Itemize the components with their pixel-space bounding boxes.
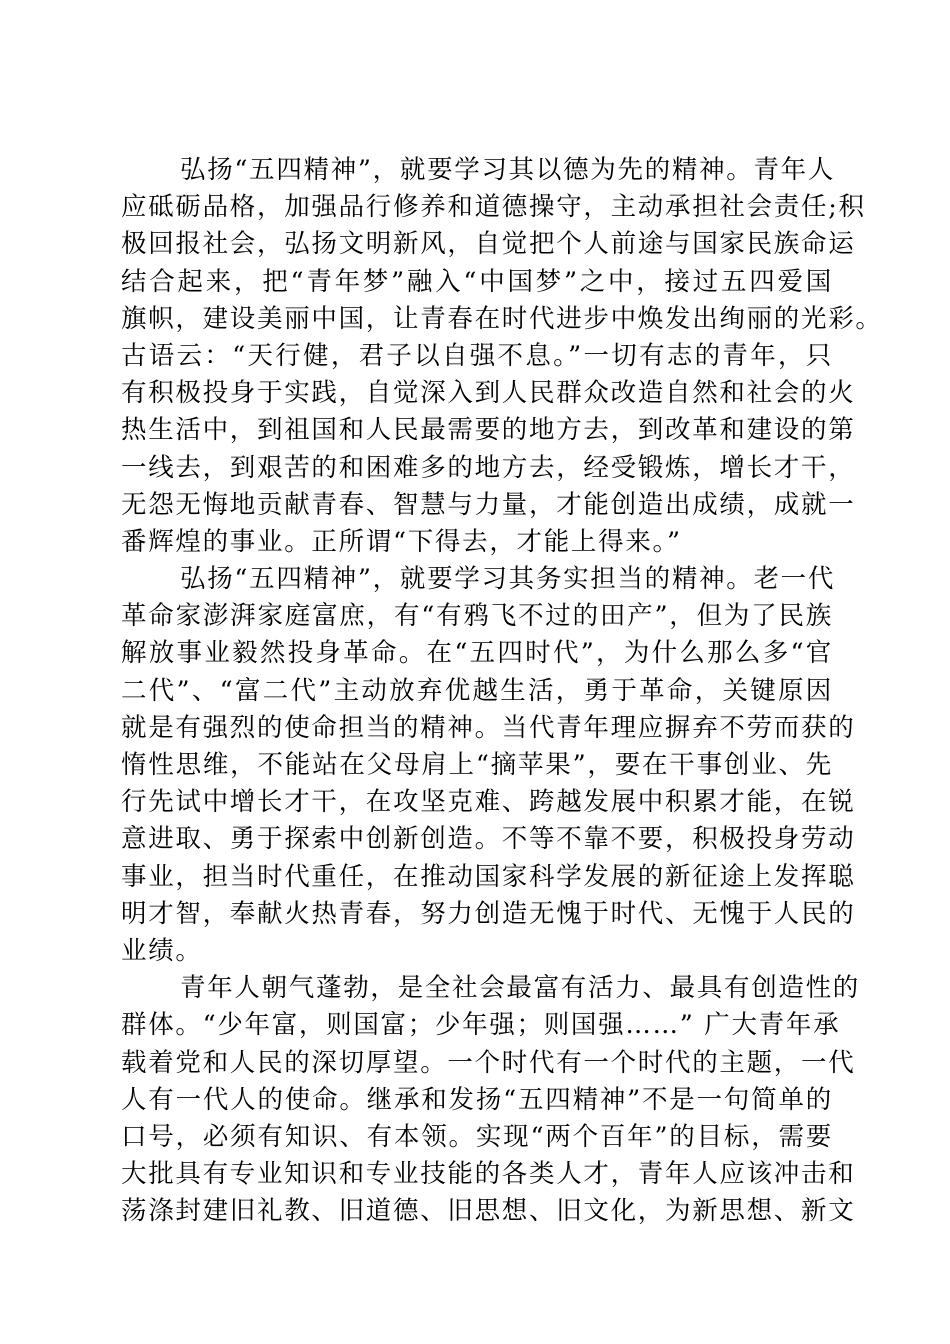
text-line: 惰性思维，不能站在父母肩上“摘苹果”，要在干事创业、先 (121, 750, 833, 780)
text-line: 古语云：“天行健，君子以自强不息。”一切有志的青年，只 (121, 340, 833, 371)
text-line: 人有一代人的使命。继承和发扬“五四精神”不是一句简单的 (121, 1084, 833, 1115)
text-line: 事业，担当时代重任，在推动国家科学发展的新征途上发挥聪 (121, 861, 856, 892)
text-line: 二代”、“富二代”主动放弃优越生活，勇于革命，关键原因 (121, 675, 833, 706)
text-line: 解放事业毅然投身革命。在“五四时代”，为什么那么多“官 (121, 638, 833, 669)
text-line: 热生活中，到祖国和人民最需要的地方去，到改革和建设的第 (121, 415, 856, 446)
paragraph-2 (121, 561, 856, 970)
paragraph-1 (121, 152, 883, 561)
text-line: 就是有强烈的使命担当的精神。当代青年理应摒弃不劳而获的 (121, 712, 856, 743)
text-line: 业绩。 (121, 935, 203, 966)
text-line: 意进取、勇于探索中创新创造。不等不靠不要，积极投身劳动 (121, 824, 856, 855)
text-line: 革命家澎湃家庭富庶，有“有鸦飞不过的田产”，但为了民族 (121, 601, 833, 632)
text-line: 群体。“少年富，则国富；少年强；则国强……” 广大青年承 (121, 1010, 841, 1041)
text-line: 荡涤封建旧礼教、旧道德、旧思想、旧文化，为新思想、新文 (121, 1196, 856, 1227)
text-line: 无怨无悔地贡献青春、智慧与力量，才能创造出成绩，成就一 (121, 489, 856, 520)
text-line: 极回报社会，弘扬文明新风，自觉把个人前途与国家民族命运 (121, 229, 856, 260)
text-line: 弘扬“五四精神”，就要学习其以德为先的精神。青年人 (180, 155, 836, 185)
text-line: 应砥砺品格，加强品行修养和道德操守，主动承担社会责任;积 (121, 192, 866, 223)
text-line: 大批具有专业知识和专业技能的各类人才，青年人应该冲击和 (121, 1159, 856, 1190)
text-line: 行先试中增长才干，在攻坚克难、跨越发展中积累才能，在锐 (121, 787, 856, 818)
body-text (121, 152, 883, 1230)
text-line: 载着党和人民的深切厚望。一个时代有一个时代的主题，一代 (121, 1047, 856, 1078)
text-line: 口号，必须有知识、有本领。实现“两个百年”的目标，需要 (121, 1121, 833, 1152)
text-line: 弘扬“五四精神”，就要学习其务实担当的精神。老一代 (180, 564, 836, 595)
text-line: 结合起来，把“青年梦”融入“中国梦”之中，接过五四爱国 (121, 266, 833, 297)
text-line: 一线去，到艰苦的和困难多的地方去，经受锻炼，增长才干， (121, 452, 856, 483)
text-line: 有积极投身于实践，自觉深入到人民群众改造自然和社会的火 (121, 378, 856, 409)
text-line: 旗帜，建设美丽中国，让青春在时代进步中焕发出绚丽的光彩。 (121, 303, 883, 334)
paragraph-3 (121, 970, 861, 1230)
text-line: 番辉煌的事业。正所谓“下得去，才能上得来。” (121, 526, 682, 557)
text-line: 青年人朝气蓬勃，是全社会最富有活力、最具有创造性的 (180, 973, 861, 1004)
text-line: 明才智，奉献火热青春，努力创造无愧于时代、无愧于人民的 (121, 898, 856, 929)
